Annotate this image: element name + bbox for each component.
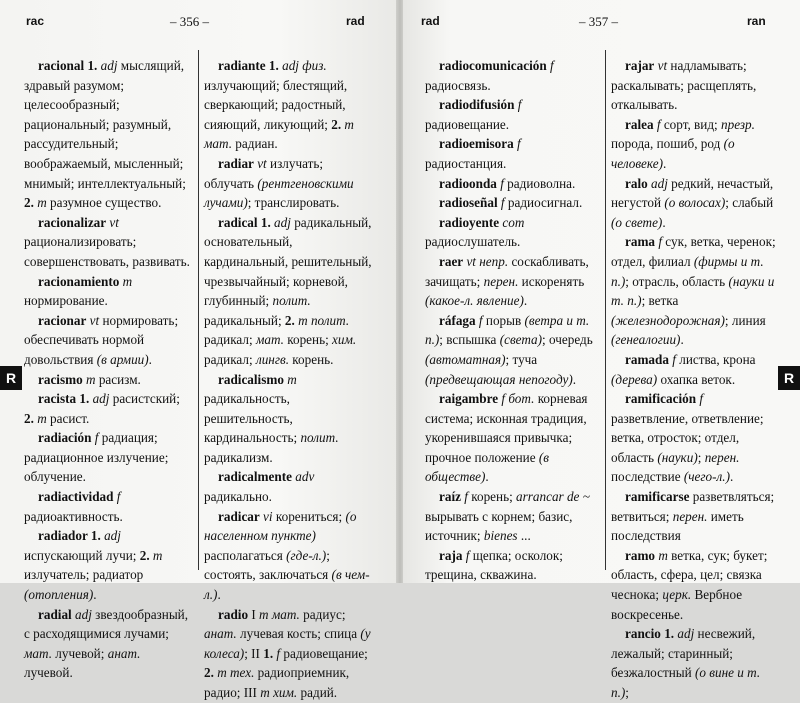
dictionary-entry — [24, 272, 192, 311]
definition-text: разветвляться; ветвиться; — [611, 489, 775, 524]
grammar-label: m — [341, 116, 354, 132]
dictionary-entry — [24, 428, 192, 487]
grammar-label: полит. — [300, 430, 339, 446]
definition-text: ветка, сук; букет; область, сфера, цел; связка чеснока; — [611, 547, 768, 603]
definition-text: вырывать с корнем; базис, источник; — [425, 508, 573, 544]
dictionary-entry — [425, 174, 601, 194]
headword: radicalmente — [218, 469, 292, 485]
grammar-label: vt непр. — [463, 253, 509, 269]
grammar-label: физ. — [298, 58, 327, 73]
headword: radiocomunicación — [439, 58, 547, 73]
headword: racionar — [38, 312, 87, 328]
headword: radiante 1. — [218, 58, 279, 73]
definition-text: лучевая кость; спица — [236, 626, 361, 642]
column-divider — [198, 50, 199, 570]
dictionary-entry — [425, 213, 601, 252]
definition-text: ; транслировать. — [247, 195, 340, 211]
dictionary-entry — [24, 605, 192, 683]
headword: raigambre — [439, 391, 499, 407]
dictionary-entry — [611, 56, 776, 115]
definition-text: радикально. — [204, 489, 272, 505]
dictionary-entry — [24, 389, 192, 428]
definition-text: радикальный; — [204, 312, 285, 328]
grammar-label: (предвещающая непогоду) — [425, 371, 573, 387]
grammar-label: полит. — [307, 312, 350, 328]
definition-text: последствие — [611, 469, 684, 485]
headword: radical 1. — [218, 214, 271, 230]
headword: 2. — [204, 665, 214, 681]
grammar-label: adj — [97, 58, 118, 73]
left-guide-word-start: rac — [26, 14, 45, 28]
headword: radiar — [218, 155, 254, 171]
grammar-label: мат. — [204, 136, 232, 152]
definition-text: разветвление, ответвление; ветка, отросток; отдел, область — [611, 410, 764, 465]
definition-text: радиоактивность. — [24, 508, 123, 524]
headword: radio — [218, 606, 249, 622]
right-page-number: – 357 – — [579, 14, 618, 29]
definition-text: . — [680, 332, 684, 348]
grammar-label: тех. — [226, 665, 255, 681]
definition-text: несвежий, лежалый; старинный; безжалостный — [611, 626, 756, 681]
headword: radiodifusión — [439, 97, 515, 113]
thumb-index-tab: R — [0, 366, 22, 390]
headword: radicar — [218, 508, 260, 524]
definition-text: ; слабый — [725, 195, 774, 211]
headword: rancio 1. — [625, 626, 675, 642]
grammar-label: m — [82, 371, 96, 387]
definition-text: . — [662, 214, 666, 230]
grammar-label: (ветра и т. п.) — [425, 312, 590, 348]
dictionary-entry — [24, 213, 192, 272]
grammar-label: m — [33, 410, 47, 426]
definition-text: разумное существо. — [46, 195, 162, 211]
grammar-label: (какое-л. явление) — [425, 293, 524, 309]
definition-text: ; вспышка — [439, 332, 500, 348]
dictionary-entry — [425, 389, 601, 487]
definition-text: излучать; облучать — [204, 155, 324, 191]
headword: 2. — [24, 195, 34, 211]
definition-text: лучевой. — [24, 665, 73, 681]
dictionary-entry — [204, 154, 374, 213]
dictionary-entry — [611, 624, 776, 702]
definition-text: иметь последствия — [611, 508, 744, 544]
headword: radioemisora — [439, 136, 514, 152]
dictionary-entry — [611, 350, 776, 389]
definition-text: ; — [697, 449, 705, 465]
grammar-label: (о волосах) — [664, 195, 726, 211]
grammar-label: перен. — [483, 273, 519, 289]
grammar-label: adj — [71, 606, 92, 622]
grammar-label: adj — [270, 214, 291, 230]
headword: rajar — [625, 58, 655, 73]
definition-text: корень. — [289, 351, 334, 367]
dictionary-entry — [204, 56, 374, 154]
grammar-label: (где-л.) — [286, 547, 327, 563]
grammar-label: (рентгеновскими лучами) — [204, 175, 354, 211]
grammar-label: bienes — [483, 528, 518, 544]
headword: racista 1. — [38, 391, 90, 407]
grammar-label: f — [655, 234, 662, 250]
definition-text: порыв — [482, 312, 525, 328]
grammar-label: (фирмы и т. п.) — [611, 253, 764, 289]
definition-text: . — [485, 469, 489, 485]
grammar-label: f — [514, 97, 522, 113]
headword: raíz — [439, 489, 461, 505]
grammar-label: (генеалогии) — [611, 332, 681, 348]
grammar-label: анат. — [204, 626, 237, 642]
left-column-1 — [24, 56, 192, 683]
grammar-label: f — [497, 195, 505, 211]
grammar-label: vt — [253, 155, 267, 171]
dictionary-entry — [24, 526, 192, 604]
dictionary-entry — [24, 311, 192, 370]
definition-text: радиоволна. — [503, 175, 576, 191]
grammar-label: (о вине и т. п.) — [611, 665, 761, 700]
definition-text: располагаться — [204, 547, 287, 563]
dictionary-entry — [611, 389, 776, 487]
definition-text: ; ветка — [641, 293, 679, 309]
dictionary-entry — [204, 370, 374, 468]
definition-text: корневая система; исконная традиция, укоренившаяся привычка; прочное положение — [425, 391, 588, 465]
grammar-label: (о человеке) — [611, 136, 735, 171]
headword: racionalizar — [38, 214, 107, 230]
definition-text: излучающий; блестящий, сверкающий; радостный, сияющий, ликующий; — [204, 77, 348, 132]
grammar-label: adj — [674, 626, 695, 642]
grammar-label: adj — [647, 175, 668, 191]
right-guide-word-end: ran — [747, 14, 766, 28]
definition-text: лучевой; — [52, 645, 108, 661]
dictionary-entry — [24, 56, 192, 213]
grammar-label: (железнодорожная) — [611, 312, 725, 328]
grammar-label: m — [294, 312, 308, 328]
grammar-label: f — [668, 351, 676, 367]
headword: radiación — [38, 430, 92, 446]
grammar-label: (чего-л.) — [683, 469, 730, 485]
grammar-label: m хим. — [260, 685, 298, 700]
grammar-label: (света) — [499, 332, 543, 348]
definition-text: ... — [517, 528, 531, 544]
definition-text: радий. — [297, 685, 338, 700]
headword: radioonda — [439, 175, 497, 191]
headword: ráfaga — [439, 312, 476, 328]
grammar-label: f — [513, 136, 521, 152]
grammar-label: f — [475, 312, 483, 328]
grammar-label: m — [33, 195, 47, 211]
definition-text: ; линия — [724, 312, 766, 328]
definition-text: порода, пошиб, род — [611, 136, 724, 152]
definition-text: . — [572, 371, 577, 387]
definition-text: ; II — [244, 645, 264, 661]
definition-text: радиан. — [232, 136, 278, 152]
definition-text: . — [523, 293, 528, 309]
grammar-label: (автоматная) — [425, 351, 506, 367]
grammar-label: (отопления) — [24, 587, 94, 603]
headword: ralea — [625, 116, 654, 132]
left-guide-word-end: rad — [346, 14, 365, 28]
definition-text: корень; — [467, 489, 517, 505]
grammar-label: vt — [86, 312, 100, 328]
grammar-label: (в обществе) — [425, 449, 550, 485]
definition-text: нормирование. — [24, 293, 108, 309]
definition-text: щепка; осколок; трещина, скважина. — [425, 547, 563, 583]
grammar-label: m — [119, 273, 133, 289]
column-divider — [605, 50, 606, 570]
grammar-label: презр. — [721, 116, 755, 132]
grammar-label: f — [91, 430, 99, 446]
grammar-label: (у колеса) — [204, 626, 371, 661]
grammar-label: m — [149, 547, 163, 563]
grammar-label: полит. — [272, 293, 311, 309]
definition-text: . — [662, 155, 667, 171]
grammar-label: f — [696, 391, 704, 407]
definition-text: испускающий лучи; — [24, 547, 140, 563]
grammar-label: (о населенном пункте) — [204, 508, 357, 544]
grammar-label: (дерева) — [611, 371, 658, 387]
headword: radioseñal — [439, 195, 498, 211]
grammar-label: f — [113, 489, 121, 505]
definition-text: ; туча — [505, 351, 538, 367]
definition-text: ; отрасль, область — [625, 273, 729, 289]
dictionary-entry — [425, 546, 601, 585]
grammar-label: f — [462, 547, 470, 563]
definition-text: . — [729, 469, 734, 485]
right-column-1 — [425, 56, 601, 585]
grammar-label: arrancar de ~ — [516, 489, 590, 505]
grammar-label: хим. — [332, 332, 357, 348]
grammar-label: m мат. — [259, 606, 300, 622]
dictionary-entry — [611, 174, 776, 233]
grammar-label: vi — [259, 508, 273, 524]
right-column-2 — [611, 56, 776, 703]
grammar-label: лингв. — [255, 351, 289, 367]
dictionary-entry — [204, 213, 374, 370]
definition-text: сорт, вид; — [660, 116, 722, 132]
definition-text: Вербное воскресенье. — [611, 587, 743, 622]
definition-text: радикал; — [204, 351, 256, 367]
definition-text: расист. — [46, 410, 90, 426]
definition-text: охапка веток. — [657, 371, 736, 387]
definition-text: радиосвязь. — [425, 77, 491, 93]
grammar-label: (в чем-л.) — [204, 567, 370, 603]
left-column-2 — [204, 56, 374, 703]
definition-text: редкий, нечастый, негустой — [611, 175, 774, 211]
dictionary-entry — [24, 370, 192, 390]
headword: radiactividad — [38, 489, 114, 505]
headword: ralo — [625, 175, 648, 191]
dictionary-entry — [425, 193, 601, 213]
grammar-label: f — [653, 116, 661, 132]
dictionary-entry — [425, 56, 601, 95]
grammar-label: adv — [291, 469, 315, 485]
grammar-label: adj — [100, 528, 121, 544]
definition-text: радиослушатель. — [425, 234, 521, 250]
definition-text: . — [93, 587, 97, 603]
headword: racismo — [38, 371, 83, 387]
definition-text: ; — [625, 685, 629, 700]
dictionary-entry — [425, 311, 601, 389]
headword: 2. — [331, 116, 342, 132]
headword: ramificación — [625, 391, 697, 407]
dictionary-entry — [425, 134, 601, 173]
grammar-label: (науки и т. п.) — [611, 273, 775, 309]
definition-text: радикал; — [204, 332, 256, 348]
headword: ramificarse — [625, 489, 690, 505]
definition-text: звездообразный, с расходящимися лучами; — [24, 606, 189, 642]
definition-text: нормировать; обеспечивать нормой довольствия — [24, 312, 179, 367]
definition-text: соскабливать, зачищать; — [425, 253, 589, 289]
headword: ramo — [625, 547, 656, 563]
grammar-label: adj — [278, 58, 299, 73]
definition-text: листва, крона — [675, 351, 756, 367]
definition-text: расизм. — [95, 371, 141, 387]
definition-text: радиоприемник, радио; III — [204, 665, 350, 700]
left-page-number: – 356 – — [170, 14, 209, 29]
definition-text: радиостанция. — [425, 155, 507, 171]
left-page — [0, 0, 397, 700]
headword: racionamiento — [38, 273, 120, 289]
grammar-label: мат. — [24, 645, 52, 661]
definition-text: радиус; — [299, 606, 346, 622]
headword: 2. — [139, 547, 150, 563]
thumb-index-tab: R — [778, 366, 800, 390]
definition-text: рационализировать; совершенствовать, развивать. — [24, 234, 190, 269]
grammar-label: m — [283, 371, 297, 387]
headword: raja — [439, 547, 463, 563]
dictionary-entry — [24, 487, 192, 526]
grammar-label: (науки) — [657, 449, 698, 465]
definition-text: I — [248, 606, 260, 622]
headword: ramada — [625, 351, 669, 367]
grammar-label: f — [546, 58, 554, 73]
headword: 1. — [263, 645, 274, 661]
headword: 2. — [284, 312, 295, 328]
grammar-label: m — [213, 665, 227, 681]
right-page — [403, 0, 800, 700]
headword: radiador 1. — [38, 528, 101, 544]
grammar-label: f бот. — [498, 391, 535, 407]
grammar-label: мат. — [255, 332, 284, 348]
definition-text: корениться; — [272, 508, 346, 524]
dictionary-entry — [611, 232, 776, 350]
dictionary-entry — [204, 467, 374, 506]
headword: radioyente — [439, 214, 500, 230]
grammar-label: анат. — [107, 645, 141, 661]
grammar-label: перен. — [704, 449, 740, 465]
definition-text: корень; — [283, 332, 333, 348]
grammar-label: (в армии) — [96, 351, 149, 367]
grammar-label: f — [496, 175, 504, 191]
definition-text: радиосигнал. — [504, 195, 583, 211]
headword: raer — [439, 253, 464, 269]
definition-text: излучатель; радиатор — [24, 567, 144, 583]
right-guide-word-start: rad — [421, 14, 440, 28]
dictionary-entry — [611, 487, 776, 546]
grammar-label: f — [273, 645, 281, 661]
dictionary-entry — [204, 507, 374, 605]
definition-text: сук, ветка, черенок; отдел, филиал — [611, 234, 776, 269]
definition-text: радиация; радиационное излучение; облучение. — [24, 430, 169, 485]
dictionary-entry — [425, 95, 601, 134]
dictionary-entry — [611, 115, 776, 174]
dictionary-entry — [425, 252, 601, 311]
grammar-label: vt — [654, 58, 668, 73]
definition-text: радикальный, основательный, кардинальный, решительный, чрезвычайный; корневой, глубинный; — [204, 214, 372, 309]
dictionary-entry — [425, 487, 601, 546]
grammar-label: adj — [89, 391, 110, 407]
grammar-label: (о свете) — [611, 214, 663, 230]
headword: racional 1. — [38, 58, 98, 73]
definition-text: радиовещание. — [425, 116, 510, 132]
definition-text: расистский; — [109, 391, 180, 407]
definition-text: . — [217, 587, 221, 603]
headword: radial — [38, 606, 72, 622]
definition-text: . — [148, 351, 152, 367]
headword: 2. — [24, 410, 34, 426]
headword: radicalismo — [218, 371, 284, 387]
grammar-label: f — [460, 489, 468, 505]
dictionary-entry — [611, 546, 776, 624]
definition-text: искоренять — [518, 273, 585, 289]
definition-text: ; состоять, заключаться — [204, 547, 332, 583]
grammar-label: vt — [106, 214, 119, 230]
definition-text: радикализм. — [204, 449, 273, 465]
definition-text: надламывать; раскалывать; расщеплять, откалывать. — [611, 58, 757, 113]
grammar-label: церк. — [662, 587, 692, 603]
grammar-label: m — [655, 547, 668, 563]
grammar-label: com — [499, 214, 525, 230]
dictionary-entry — [204, 605, 374, 703]
definition-text: радиовещание; — [280, 645, 368, 661]
definition-text: радикальность, решительность, кардинальность; — [204, 391, 301, 446]
headword: rama — [625, 234, 656, 250]
definition-text: мыслящий, здравый разумом; целесообразный; рациональный; разумный, рассудительный; воображаемый, мысленный; мнимый; интеллектуальный; — [24, 58, 186, 191]
definition-text: ; очередь — [542, 332, 593, 348]
grammar-label: перен. — [672, 508, 708, 524]
